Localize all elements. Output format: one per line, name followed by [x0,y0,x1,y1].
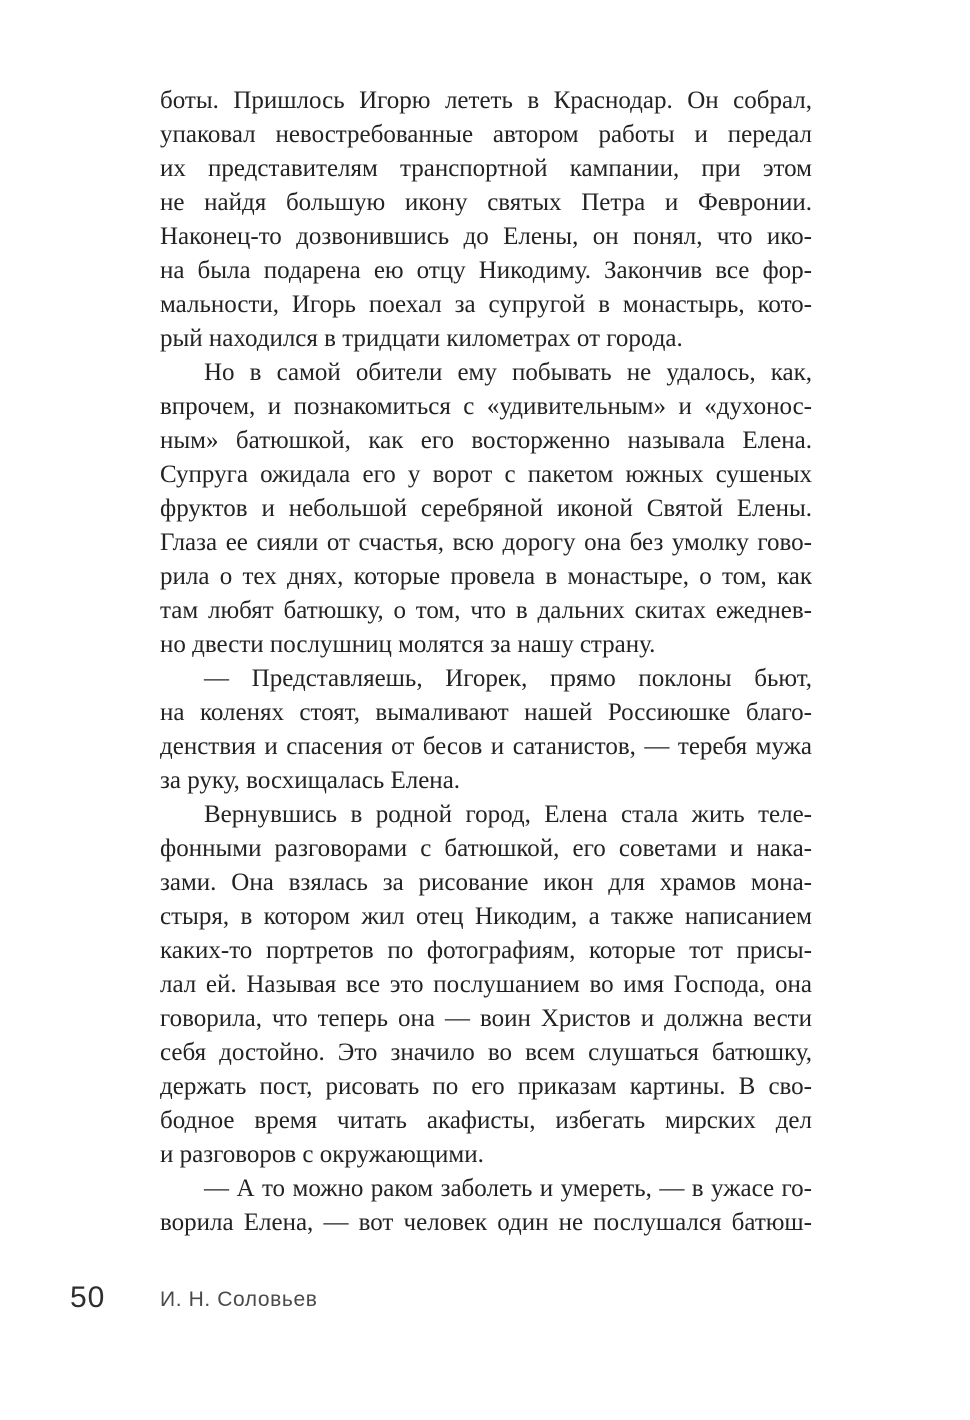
text-line: за руку, восхищалась Елена. [160,767,461,794]
page-footer [0,1281,970,1325]
text-line: Вернувшись в родной город, Елена стала жить теле- [204,801,812,828]
text-line: — Представляешь, Игорек, прямо поклоны бьют, [204,665,812,692]
text-line: Но в самой обители ему побывать не удалось, как, [204,359,812,386]
text-line: мальности, Игорь поехал за супругой в монастырь, кото- [160,291,812,318]
text-line: рила о тех днях, которые провела в монастыре, о том, как [160,563,812,590]
text-line: их представителям транспортной кампании, при этом [160,155,812,182]
text-line: боты. Пришлось Игорю лететь в Краснодар. Он собрал, [160,87,812,114]
text-line: себя достойно. Это значило во всем слушаться батюшку, [160,1039,812,1066]
text-line: упаковал невостребованные автором работы и передал [160,121,812,148]
text-line: лал ей. Называя все это послушанием во имя Господа, она [160,971,812,998]
text-line: впрочем, и познакомиться с «удивительным» и «духонос- [160,393,812,420]
text-line: ворила Елена, — вот человек один не послушался батюш- [160,1209,812,1236]
text-line: но двести послушниц молятся за нашу страну. [160,631,656,658]
text-line: зами. Она взялась за рисование икон для храмов мона- [160,869,812,896]
page-text-block [160,84,812,1240]
text-line: не найдя большую икону святых Петра и Февронии. [160,189,812,216]
text-line: говорила, что теперь она — воин Христов и должна вести [160,1005,812,1032]
text-line: на коленях стоят, вымаливают нашей Россиюшке благо- [160,699,812,726]
text-line: Глаза ее сияли от счастья, всю дорогу она без умолку гово- [160,529,812,556]
text-line: фруктов и небольшой серебряной иконой Святой Елены. [160,495,812,522]
text-line: там любят батюшку, о том, что в дальних скитах ежеднев- [160,597,812,624]
text-line: ным» батюшкой, как его восторженно называла Елена. [160,427,812,454]
text-line: бодное время читать акафисты, избегать мирских дел [160,1107,812,1134]
text-line: стыря, в котором жил отец Никодим, а также написанием [160,903,812,930]
text-line: Наконец-то дозвонившись до Елены, он понял, что ико- [160,223,812,250]
text-line: денствия и спасения от бесов и сатанистов, — теребя мужа [160,733,812,760]
running-footer-author: И. Н. Соловьев [160,1288,318,1311]
text-line: фонными разговорами с батюшкой, его советами и нака- [160,835,812,862]
text-line: — А то можно раком заболеть и умереть, — в ужасе го- [204,1175,812,1202]
text-line: Супруга ожидала его у ворот с пакетом южных сушеных [160,461,812,488]
text-line: и разговоров с окружающими. [160,1141,484,1168]
page-number: 50 [70,1281,106,1314]
text-line: на была подарена ею отцу Никодиму. Закончив все фор- [160,257,812,284]
text-line: держать пост, рисовать по его приказам картины. В сво- [160,1073,812,1100]
text-line: рый находился в тридцати километрах от города. [160,325,683,352]
text-line: каких-то портретов по фотографиям, которые тот присы- [160,937,812,964]
